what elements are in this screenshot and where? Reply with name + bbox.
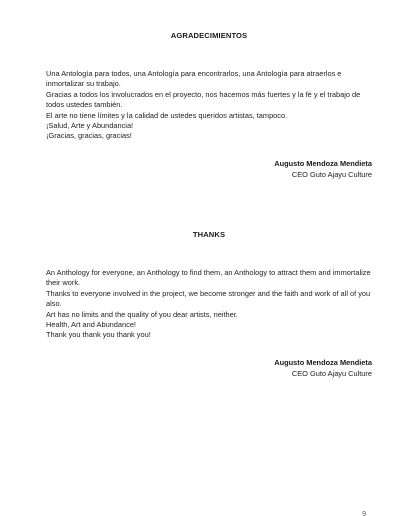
english-paragraph: Thanks to everyone involved in the project, we become stronger and the faith and work of all of you also. <box>46 288 371 309</box>
spanish-signature <box>46 158 372 180</box>
english-paragraph: Thank you thank you thank you! <box>46 330 151 340</box>
english-body <box>46 268 372 341</box>
spanish-paragraph: ¡Gracias, gracias, gracias! <box>46 131 132 141</box>
signature-name: Augusto Mendoza Mendieta <box>274 158 372 168</box>
english-paragraph: Art has no limits and the quality of you dear artists, neither. <box>46 309 238 319</box>
signature-title: CEO Guto Ajayu Culture <box>291 169 372 179</box>
signature-name: Augusto Mendoza Mendieta <box>274 357 372 367</box>
spanish-acknowledgements-section <box>46 31 372 180</box>
spanish-paragraph: Una Antología para todos, una Antología para encontrarlos, una Antología para atraerlos e inmortalizar su trabajo. <box>46 69 342 89</box>
english-heading: THANKS <box>192 230 226 239</box>
spanish-paragraph: Gracias a todos los involucrados en el proyecto, nos hacemos más fuertes y la fé y el trabajo de todos ustedes también. <box>46 89 361 110</box>
english-signature <box>46 357 372 379</box>
english-paragraph: An Anthology for everyone, an Anthology to find them, an Anthology to attract them and immortalize their work. <box>46 268 371 288</box>
page-number: 9 <box>362 511 366 516</box>
spanish-heading: AGRADECIMIENTOS <box>170 31 248 40</box>
spanish-paragraph: ¡Salud, Arte y Abundancia! <box>46 121 134 131</box>
signature-title: CEO Guto Ajayu Culture <box>291 368 372 378</box>
spanish-body <box>46 69 372 142</box>
spanish-paragraph: El arte no tiene límites y la calidad de ustedes queridos artistas, tampoco. <box>46 110 288 120</box>
english-paragraph: Health, Art and Abundance! <box>46 320 136 330</box>
english-thanks-section <box>46 230 372 379</box>
